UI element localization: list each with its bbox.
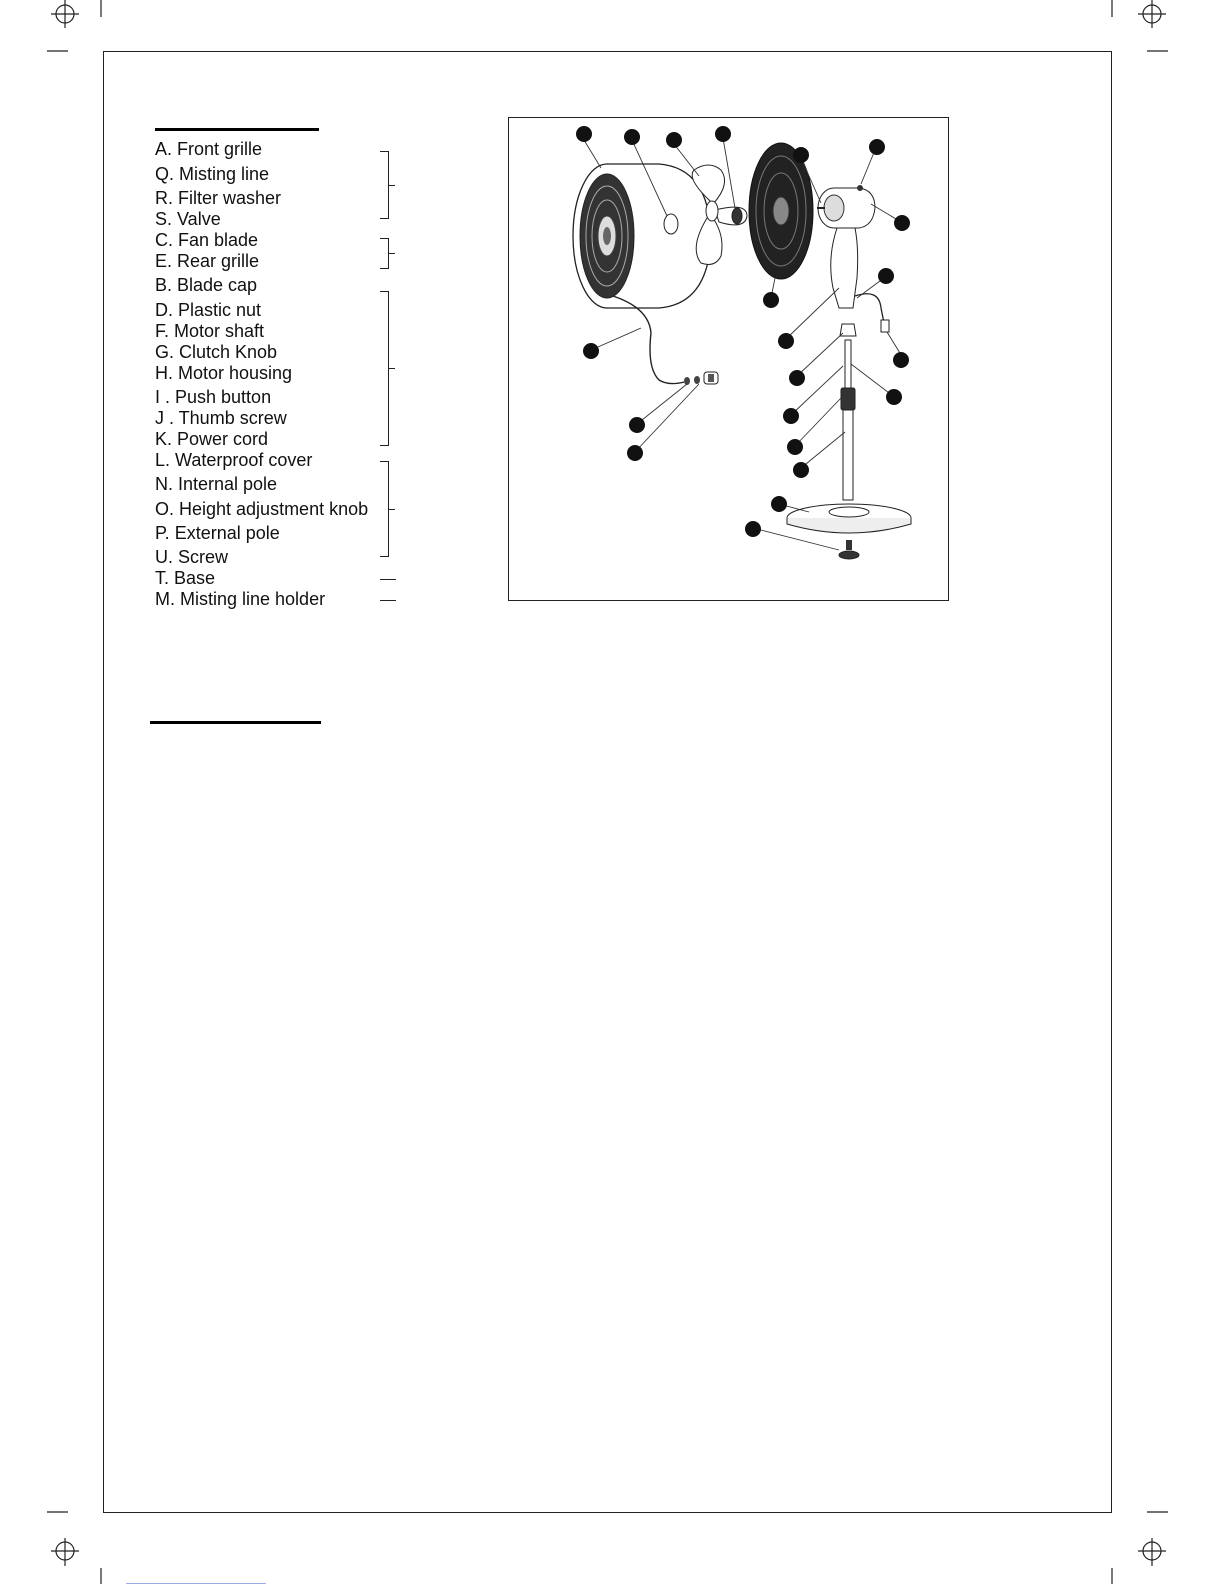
- blade-cap-drawing: [664, 214, 678, 234]
- part-label: O. Height adjustment knob: [155, 499, 369, 519]
- callout-marker: [583, 343, 599, 359]
- group-bracket: [380, 461, 389, 557]
- part-label: R. Filter washer: [155, 188, 282, 208]
- single-item-dash: [380, 579, 396, 580]
- group-bracket: [380, 151, 389, 219]
- part-label: H. Motor housing: [155, 363, 293, 383]
- group-bracket-tick: [389, 368, 395, 369]
- callout-marker: [787, 439, 803, 455]
- section-rule-top: [155, 128, 319, 131]
- part-label: K. Power cord: [155, 429, 269, 449]
- callout-marker: [666, 132, 682, 148]
- motor-housing-drawing: [817, 185, 875, 228]
- plug-drawing: [881, 320, 889, 332]
- part-label: I . Push button: [155, 387, 272, 407]
- part-label: T. Base: [155, 568, 216, 588]
- external-pole-drawing: [843, 410, 853, 500]
- callout-marker: [771, 496, 787, 512]
- callout-marker: [745, 521, 761, 537]
- misting-line-drawing: [613, 296, 684, 384]
- callout-marker: [893, 352, 909, 368]
- callout-marker: [627, 445, 643, 461]
- part-label: S. Valve: [155, 209, 221, 229]
- group-bracket: [380, 291, 389, 446]
- callout-marker: [886, 389, 902, 405]
- front-grille-drawing: [573, 164, 711, 308]
- part-label: P. External pole: [155, 523, 280, 543]
- part-label: M. Misting line holder: [155, 589, 326, 609]
- part-label: N. Internal pole: [155, 474, 278, 494]
- callout-marker: [878, 268, 894, 284]
- part-label: C. Fan blade: [155, 230, 259, 250]
- height-knob-drawing: [841, 388, 855, 410]
- section-rule-middle: [150, 721, 321, 724]
- single-item-dash: [380, 600, 396, 601]
- callout-marker: [793, 147, 809, 163]
- group-bracket-tick: [389, 253, 395, 254]
- exploded-fan-diagram: [509, 118, 950, 602]
- plastic-nut-drawing: [732, 208, 742, 224]
- callout-marker: [624, 129, 640, 145]
- exploded-diagram-frame: [508, 117, 949, 601]
- part-label: L. Waterproof cover: [155, 450, 313, 470]
- callout-marker: [715, 126, 731, 142]
- callout-marker: [576, 126, 592, 142]
- part-label: A. Front grille: [155, 139, 263, 159]
- callout-marker: [783, 408, 799, 424]
- fan-neck-drawing: [831, 228, 858, 308]
- callout-marker: [894, 215, 910, 231]
- callout-marker: [793, 462, 809, 478]
- group-bracket-tick: [389, 185, 395, 186]
- part-label: J . Thumb screw: [155, 408, 287, 428]
- callout-marker: [789, 370, 805, 386]
- callout-marker: [869, 139, 885, 155]
- group-bracket: [380, 238, 389, 269]
- screw-drawing: [839, 540, 859, 559]
- valve-drawing: [684, 372, 718, 385]
- callout-marker: [778, 333, 794, 349]
- callout-marker: [763, 292, 779, 308]
- part-label: B. Blade cap: [155, 275, 258, 295]
- part-label: D. Plastic nut: [155, 300, 262, 320]
- internal-pole-drawing: [845, 340, 851, 388]
- waterproof-cover-drawing: [840, 324, 856, 336]
- group-bracket-tick: [389, 509, 395, 510]
- part-label: Q. Misting line: [155, 164, 270, 184]
- part-label: G. Clutch Knob: [155, 342, 278, 362]
- part-label: U. Screw: [155, 547, 229, 567]
- part-label: E. Rear grille: [155, 251, 260, 271]
- part-label: F. Motor shaft: [155, 321, 265, 341]
- base-drawing: [787, 504, 911, 533]
- callout-marker: [629, 417, 645, 433]
